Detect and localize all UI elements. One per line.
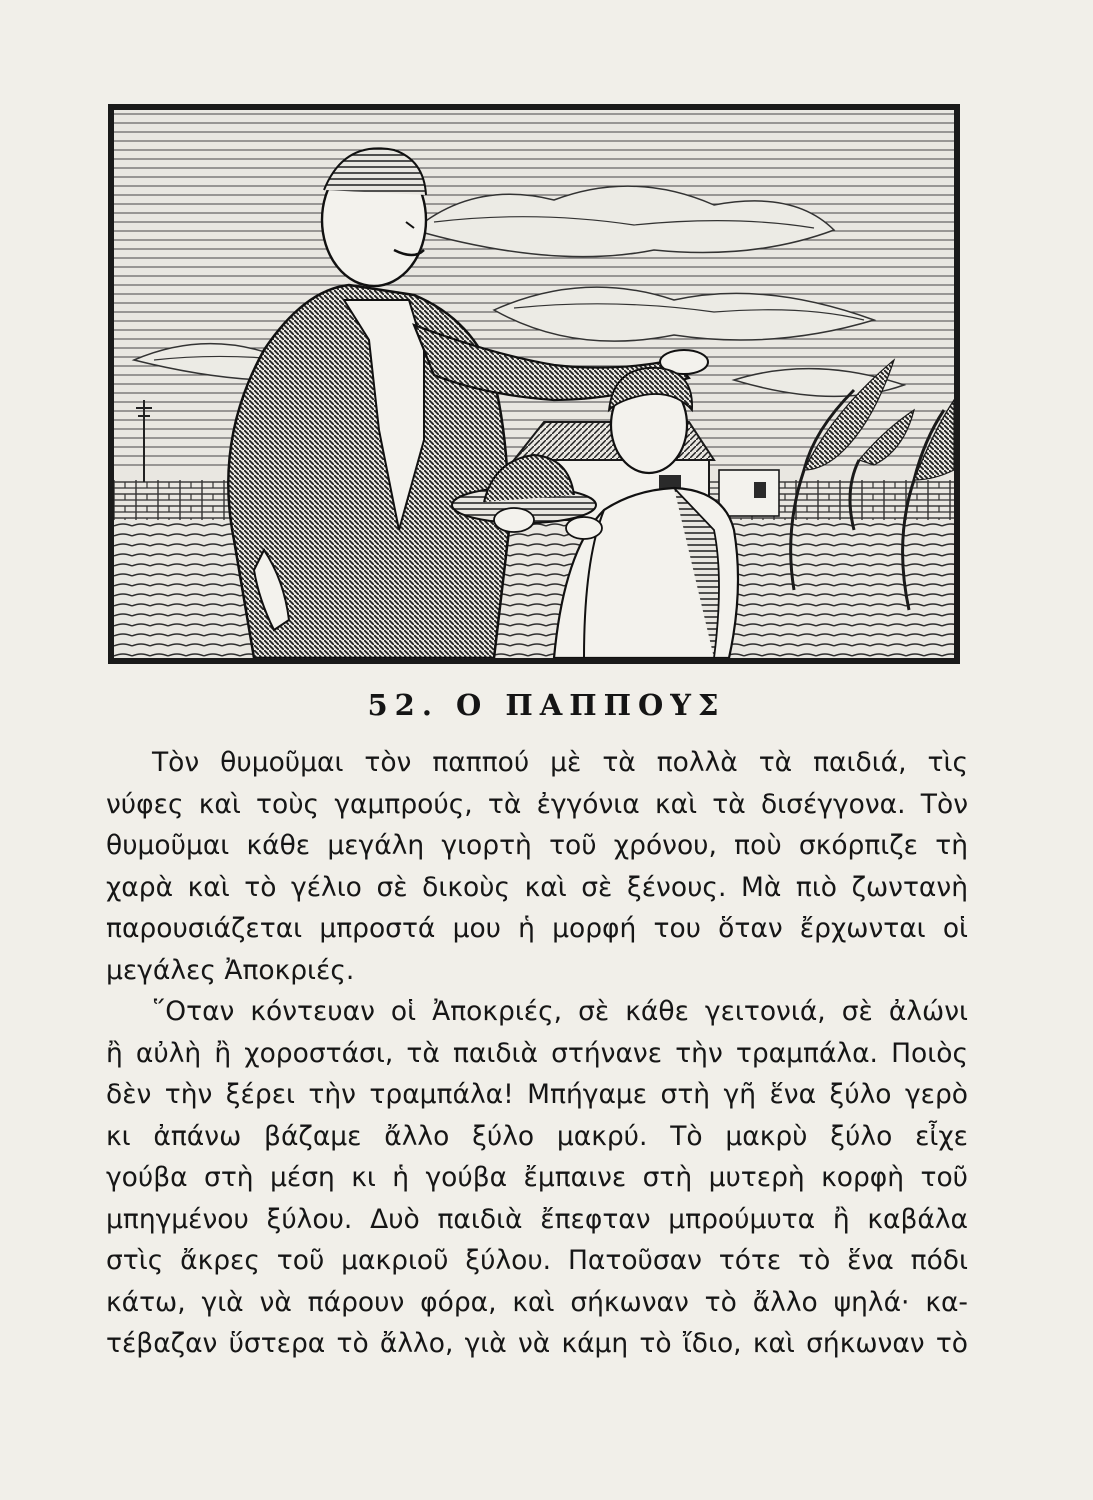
text-line: γούβα στὴ μέση κι ἡ γούβα ἔμπαινε στὴ μυτερὴ κορφὴ τοῦ [106, 1162, 968, 1193]
text-line: παρουσιάζεται μπροστά μου ἡ μορφή του ὅταν ἔρχωνται οἱ [106, 913, 968, 944]
paragraph [106, 991, 968, 1365]
grandfather-boy-illustration-svg [114, 110, 954, 658]
chapter-number: 52. [367, 688, 439, 722]
chapter-title: Ο ΠΑΠΠΟΥΣ [456, 688, 726, 722]
text-line: θυμοῦμαι κάθε μεγάλη γιορτὴ τοῦ χρόνου, ποὺ σκόρπιζε τὴ [106, 830, 968, 861]
text-line: στὶς ἄκρες τοῦ μακριοῦ ξύλου. Πατοῦσαν τότε τὸ ἕνα πόδι [106, 1245, 968, 1276]
text-line: ῞Οταν κόντευαν οἱ Ἀποκριές, σὲ κάθε γειτονιά, σὲ ἀλώνι [152, 996, 968, 1027]
text-line: δὲν τὴν ξέρει τὴν τραμπάλα! Μπήγαμε στὴ γῆ ἕνα ξύλο γερὸ [106, 1079, 968, 1110]
text-line: κι ἀπάνω βάζαμε ἄλλο ξύλο μακρύ. Τὸ μακρὺ ξύλο εἶχε [106, 1120, 968, 1152]
text-line: ἢ αὐλὴ ἢ χοροστάσι, τὰ παιδιὰ στήνανε τὴν τραμπάλα. Ποιὸς [106, 1037, 968, 1069]
text-line: μπηγμένου ξύλου. Δυὸ παιδιὰ ἔπεφταν μπρούμυτα ἢ καβάλα [106, 1203, 968, 1235]
body-text [106, 742, 968, 1365]
text-line: τέβαζαν ὕστερα τὸ ἄλλο, γιὰ νὰ κάμη τὸ ἴδιο, καὶ σήκωναν τὸ [106, 1328, 968, 1359]
woodcut-illustration [108, 104, 960, 664]
chapter-heading [0, 688, 1093, 722]
text-line: χαρὰ καὶ τὸ γέλιο σὲ δικοὺς καὶ σὲ ξένους. Μὰ πιὸ ζωντανὴ [106, 871, 968, 903]
text-line: μεγάλες Ἀποκριές. [106, 954, 355, 986]
text-line: κάτω, γιὰ νὰ πάρουν φόρα, καὶ σήκωναν τὸ ἄλλο ψηλά· κα- [106, 1286, 968, 1318]
text-line: Τὸν θυμοῦμαι τὸν παππού μὲ τὰ πολλὰ τὰ παιδιά, τὶς [152, 747, 968, 778]
paragraph [106, 742, 968, 991]
text-line: νύφες καὶ τοὺς γαμπρούς, τὰ ἐγγόνια καὶ τὰ δισέγγονα. Τὸν [106, 788, 968, 820]
